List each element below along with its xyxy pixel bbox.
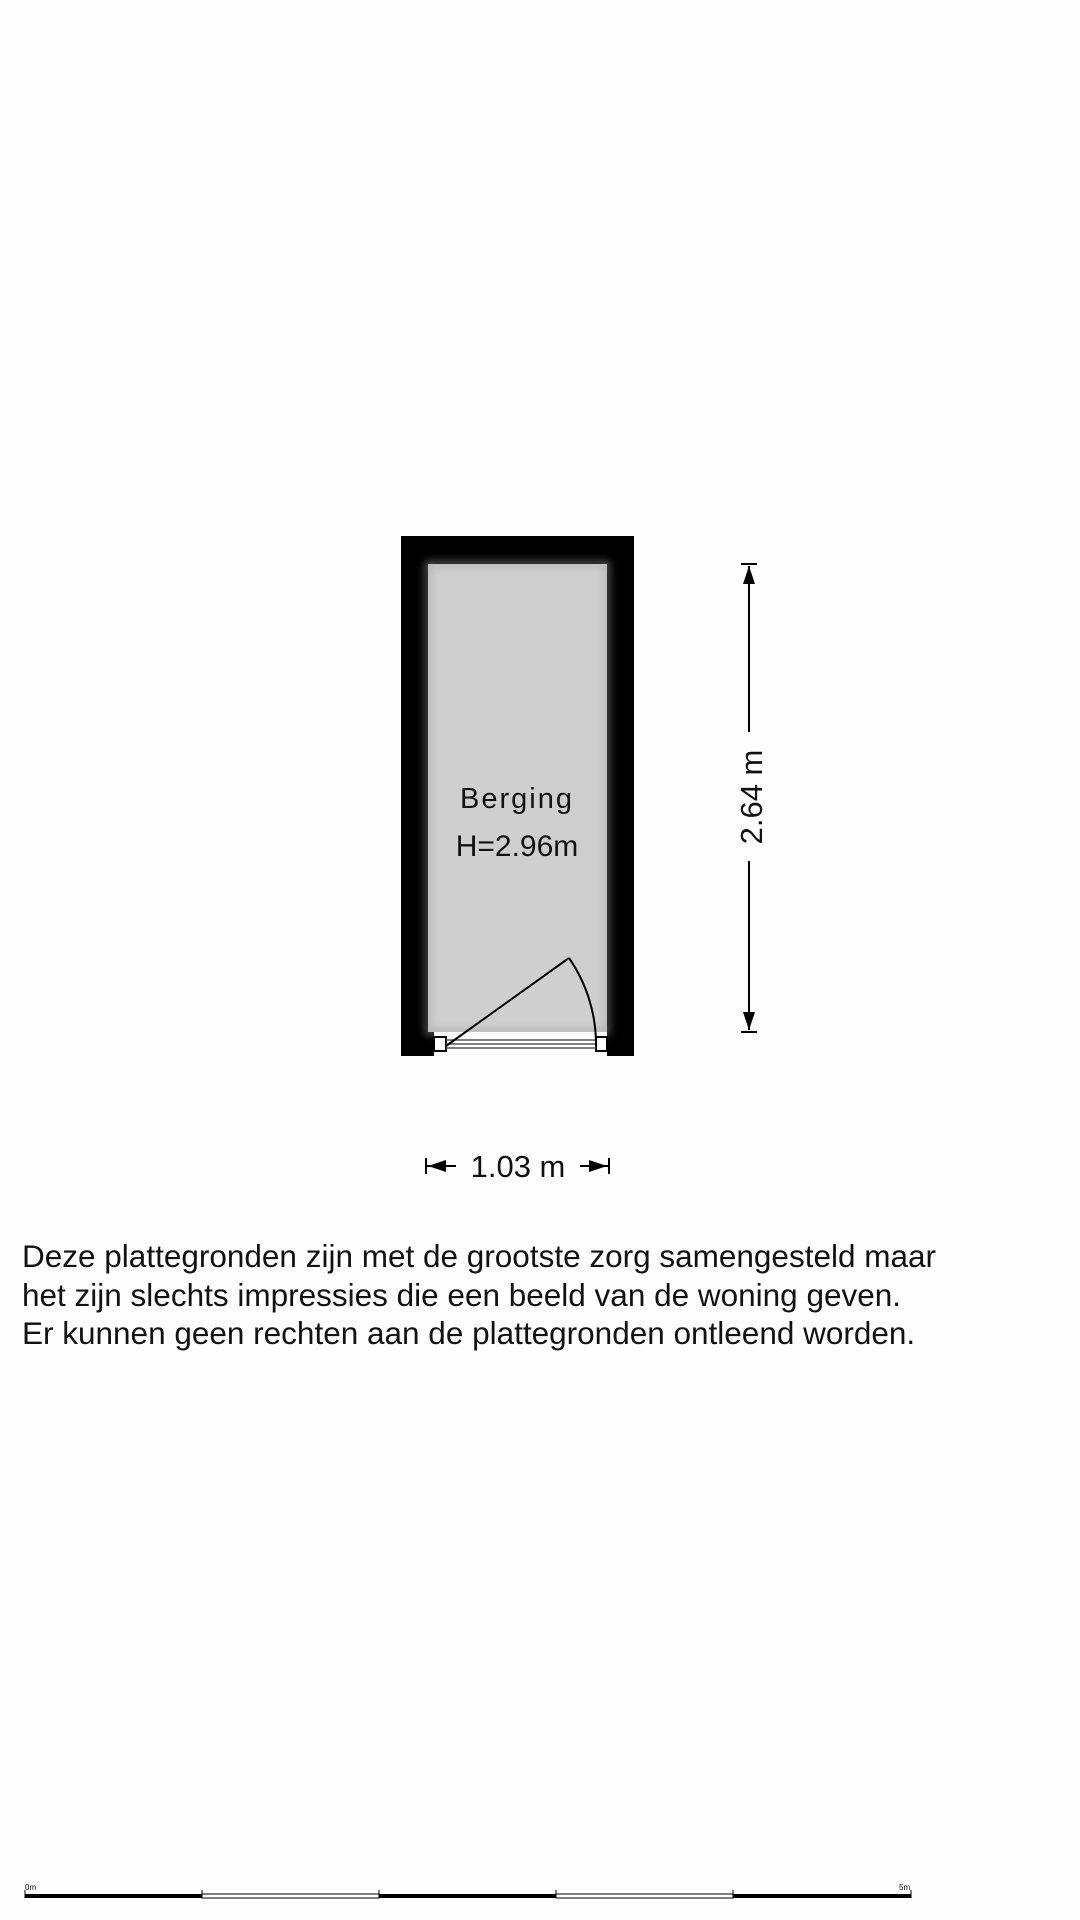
room-height: H=2.96m [455,830,579,863]
disclaimer-text [22,1237,1072,1353]
scale-segment-light [202,1894,379,1898]
arrow-down-icon [743,1012,755,1030]
width-dimension [426,1149,609,1184]
door-frame-left [434,1037,446,1051]
depth-label: 2.64 m [734,749,769,845]
room-berging [401,536,634,1056]
arrow-left-icon [428,1160,446,1172]
scale-segment-dark [25,1894,202,1898]
scale-segment-dark [379,1894,556,1898]
disclaimer-line: Er kunnen geen rechten aan de plattegronden ontleend worden. [22,1315,916,1351]
scale-bar [25,1883,911,1898]
room-name: Berging [460,783,574,815]
scale-end-label: 5m [899,1883,911,1892]
scale-segment-dark [733,1894,911,1898]
arrow-right-icon [589,1160,607,1172]
disclaimer-line: het zijn slechts impressies die een beeld van de woning geven. [22,1276,902,1313]
arrow-up-icon [743,566,755,584]
door-frame-right [596,1037,607,1051]
disclaimer-line: Deze plattegronden zijn met de grootste zorg samengesteld maar [22,1238,937,1274]
scale-segment-light [556,1894,733,1898]
scale-start-label: 0m [25,1883,37,1892]
depth-dimension [734,564,769,1032]
width-label: 1.03 m [470,1149,566,1184]
